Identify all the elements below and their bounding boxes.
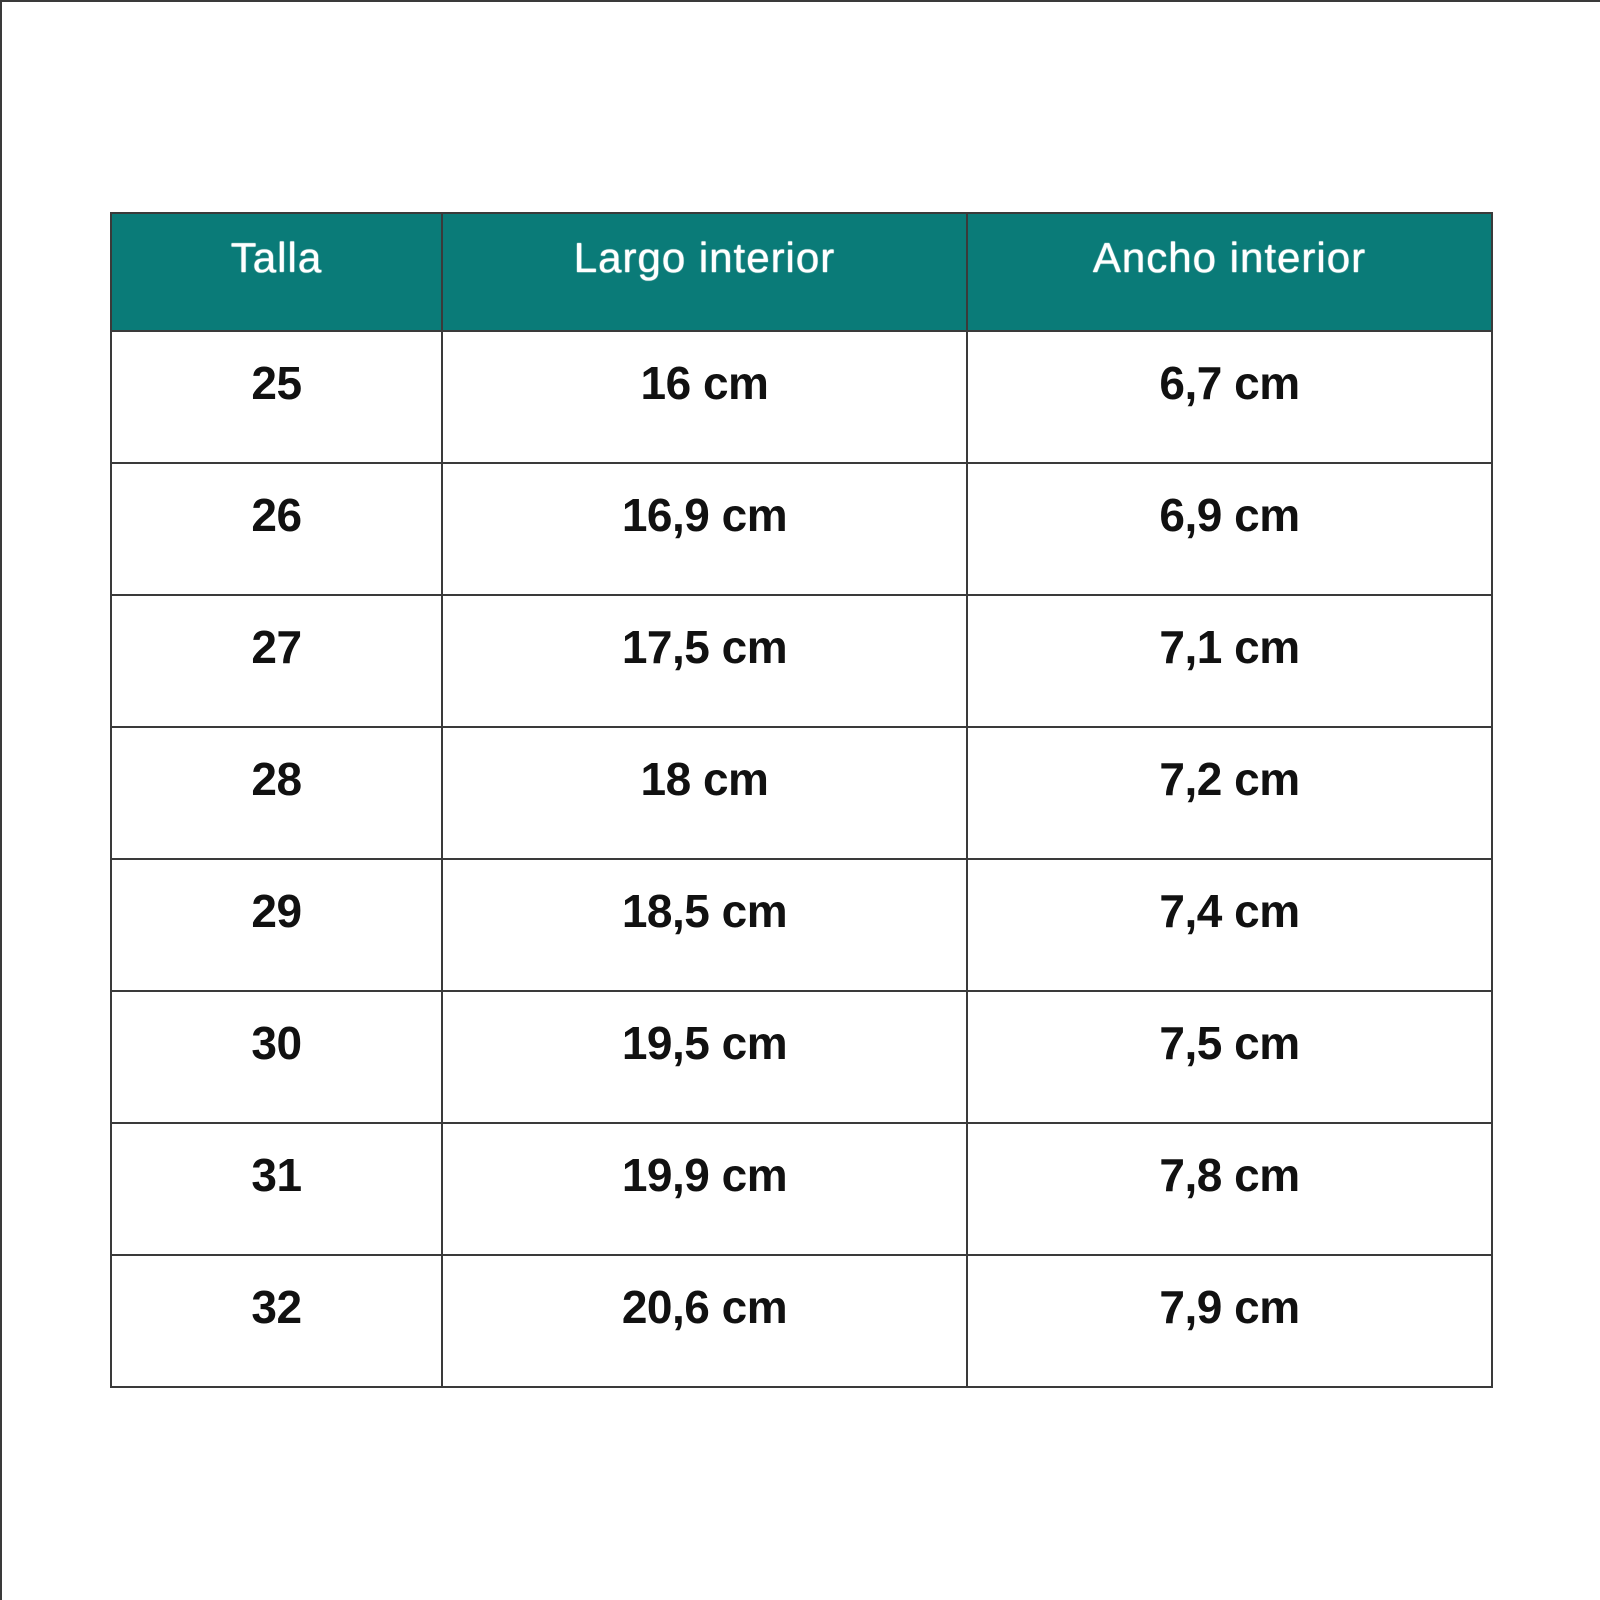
cell-largo: 20,6 cm [442,1255,967,1387]
table-header-row [111,213,1492,331]
cell-talla: 31 [111,1123,442,1255]
cell-largo: 16 cm [442,331,967,463]
cell-ancho: 7,2 cm [967,727,1492,859]
cell-talla: 29 [111,859,442,991]
cell-talla: 25 [111,331,442,463]
cell-ancho: 7,4 cm [967,859,1492,991]
cell-ancho: 6,9 cm [967,463,1492,595]
table-row [111,1123,1492,1255]
header-ancho-interior: Ancho interior [967,213,1492,331]
cell-talla: 27 [111,595,442,727]
cell-ancho: 7,1 cm [967,595,1492,727]
cell-largo: 19,9 cm [442,1123,967,1255]
cell-ancho: 6,7 cm [967,331,1492,463]
cell-talla: 26 [111,463,442,595]
cell-largo: 18 cm [442,727,967,859]
cell-ancho: 7,8 cm [967,1123,1492,1255]
table-row [111,595,1492,727]
table-row [111,1255,1492,1387]
cell-largo: 18,5 cm [442,859,967,991]
cell-talla: 30 [111,991,442,1123]
cell-largo: 17,5 cm [442,595,967,727]
cell-ancho: 7,5 cm [967,991,1492,1123]
table-row [111,331,1492,463]
table-row [111,991,1492,1123]
cell-talla: 32 [111,1255,442,1387]
table-row [111,463,1492,595]
header-largo-interior: Largo interior [442,213,967,331]
table-row [111,727,1492,859]
size-table [110,212,1493,1388]
cell-talla: 28 [111,727,442,859]
cell-largo: 19,5 cm [442,991,967,1123]
header-talla: Talla [111,213,442,331]
cell-largo: 16,9 cm [442,463,967,595]
cell-ancho: 7,9 cm [967,1255,1492,1387]
table-row [111,859,1492,991]
